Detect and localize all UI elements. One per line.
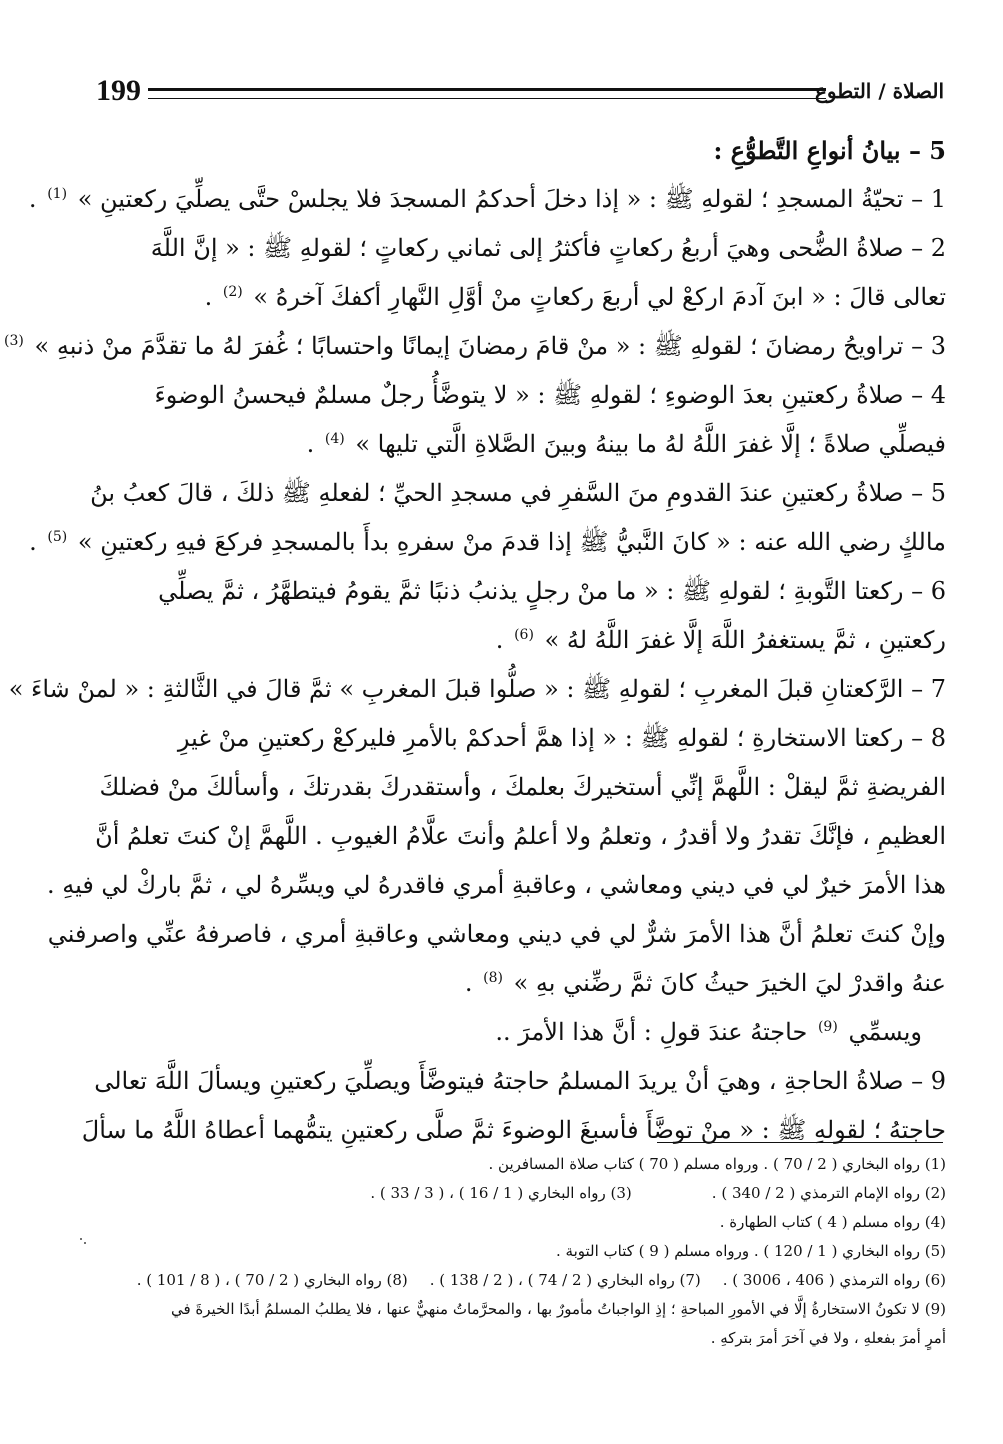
paragraph-tail: حاجتهُ عندَ قولِ : أنَّ هذا الأمرَ .. [495, 1018, 808, 1046]
footnote-mark: (3) [4, 333, 24, 349]
paragraph-line: 7 – الرَّكعتانِ قبلَ المغربِ ؛ لقولهِ ﷺ : « صلُّوا قبلَ المغربِ » ثمَّ قالَ في الثَّالثةِ : « لمنْ شاءَ » [8, 675, 946, 703]
paragraph-tail: . [29, 528, 37, 556]
paragraph-line: 9 – صلاةُ الحاجةِ ، وهيَ أنْ يريدَ المسلمُ حاجتهُ فيتوضَّأَ ويصلِّيَ ركعتينِ ويسألَ اللَّهَ تعالى [94, 1067, 946, 1095]
footnote-row [98, 1179, 946, 1208]
paragraph-2-end [98, 273, 946, 322]
paragraph-line: وإنْ كنتَ تعلمُ أنَّ هذا الأمرَ شرٌّ لي في ديني ومعاشي وعاقبةِ أمري ، فاصرفهُ عنِّي واصرفني [47, 920, 946, 948]
footnote: (3) رواه البخاري ( 1 / 16 ) ، ( 3 / 33 ) . [370, 1184, 632, 1202]
paragraph-tail: . [28, 185, 37, 213]
paragraph-line: حاجتهُ ؛ لقولهِ ﷺ : « منْ توضَّأَ فأسبغَ الوضوءَ ثمَّ صلَّى ركعتينِ يتمُّهما أعطاهُ اللَّهُ ما سألَ [81, 1116, 946, 1144]
footnote: (9) لا تكونُ الاستخارةُ إلَّا في الأمورِ المباحةِ ؛ إذِ الواجباتُ مأمورٌ بها ، والمحرَّماتُ منهيٌّ عنها ، فلا يطلبُ المسلمُ أبدًا الخيرةَ في [170, 1300, 946, 1318]
paragraph-line: 2 – صلاةُ الضُّحى وهيَ أربعُ ركعاتٍ فأكثرُ إلى ثماني ركعاتٍ ؛ لقولهِ ﷺ : « إنَّ اللَّهَ [150, 234, 946, 262]
paragraph-line: 8 – ركعتا الاستخارةِ ؛ لقولهِ ﷺ : « إذا همَّ أحدكمْ بالأمرِ فليركعْ ركعتينِ منْ غيرِ [177, 724, 946, 752]
footnote-continued: أمرٍ أمرَ بفعلهِ ، ولا في آخرَ أمرَ بتركهِ . [710, 1329, 946, 1347]
footnote: (1) رواه البخاري ( 2 / 70 ) . ورواه مسلم ( 70 ) كتاب صلاة المسافرين . [488, 1155, 946, 1173]
footnote-separator [657, 1142, 943, 1143]
footnote-mark: (9) [817, 1019, 838, 1035]
paragraph-line: ويسمِّي [848, 1018, 922, 1046]
paragraph-line: 3 – تراويحُ رمضانَ ؛ لقولهِ ﷺ : « منْ قامَ رمضانَ إيمانًا واحتسابًا ؛ غُفرَ لهُ ما تقدَّمَ منْ ذنبهِ » [34, 332, 946, 360]
paragraph-5-end [29, 518, 946, 567]
paragraph-1 [28, 175, 946, 224]
paragraph-line: تعالى قالَ : « ابنَ آدمَ اركعْ لي أربعَ ركعاتٍ منْ أوَّلِ النَّهارِ أكفكَ آخرهُ » [253, 283, 946, 311]
paragraph-line: الفريضةِ ثمَّ ليقلْ : اللَّهمَّ إنِّي أستخيركَ بعلمكَ ، وأستقدركَ بقدرتكَ ، وأسألكَ منْ فضلكَ [99, 773, 946, 801]
footnote: (7) رواه البخاري ( 2 / 74 ) ، ( 2 / 138 ) . [429, 1271, 701, 1289]
scan-speck [80, 1238, 82, 1240]
paragraph-line: ركعتينِ ، ثمَّ يستغفرُ اللَّهَ إلَّا غفرَ اللَّهُ لهُ » [544, 626, 946, 654]
paragraph-6-end [98, 616, 946, 665]
main-text [4, 126, 946, 1155]
footnote-mark: (5) [47, 529, 68, 545]
paragraph-tail: . [204, 283, 213, 311]
footnote: (5) رواه البخاري ( 1 / 120 ) . ورواه مسلم ( 9 ) كتاب التوبة . [555, 1242, 946, 1260]
footnote: (8) رواه البخاري ( 2 / 70 ) ، ( 8 / 101 ) . [136, 1271, 408, 1289]
footnote-mark: (6) [514, 627, 534, 643]
page-number: 199 [96, 74, 141, 107]
paragraph-line: 1 – تحيّةُ المسجدِ ؛ لقولهِ ﷺ : « إذا دخلَ أحدكمُ المسجدَ فلا يجلسْ حتَّى يصلِّيَ ركعتينِ » [77, 185, 946, 213]
paragraph-line: 6 – ركعتا التَّوبةِ ؛ لقولهِ ﷺ : « ما منْ رجلٍ يذنبُ ذنبًا ثمَّ يقومُ فيتطهَّرُ ، ثمَّ يصلِّي [158, 577, 946, 605]
paragraph-tail: . [495, 626, 504, 654]
running-title: الصلاة / التطوع [815, 79, 944, 103]
paragraph-tail: . [464, 969, 473, 997]
paragraph-line: هذا الأمرَ خيرٌ لي في ديني ومعاشي ، وعاقبةِ أمري فاقدرهُ لي ويسِّرهُ لي ، ثمَّ باركْ لي فيهِ . [46, 871, 946, 899]
paragraph-line: فيصلِّي صلاةً ؛ إلَّا غفرَ اللَّهُ لهُ ما بينهُ وبينَ الصَّلاةِ الَّتي تليها » [355, 430, 946, 458]
paragraph-line: 5 – صلاةُ ركعتينِ عندَ القدومِ منَ السَّفرِ في مسجدِ الحيِّ ؛ لفعلهِ ﷺ ذلكَ ، قالَ كعبُ بنُ [90, 479, 946, 507]
paragraph-line: عنهُ واقدرْ ليَ الخيرَ حيثُ كانَ ثمَّ رضِّني بهِ » [513, 969, 946, 997]
paragraph-3 [4, 322, 946, 371]
footnote: (4) رواه مسلم ( 4 ) كتاب الطهارة . [719, 1213, 946, 1231]
footnote: (2) رواه الإمام الترمذي ( 2 / 340 ) . [711, 1184, 946, 1202]
scan-speck [84, 1242, 86, 1244]
naming-note [98, 1008, 946, 1057]
paragraph-line: العظيمِ ، فإنَّكَ تقدرُ ولا أقدرُ ، وتعلمُ ولا أعلمُ وأنتَ علَّامُ الغيوبِ . اللَّهمَّ إنْ كنتَ تعلمُ أنَّ [95, 822, 946, 850]
footnotes [98, 1150, 946, 1353]
section-heading: 5 – بيانُ أنواعِ التَّطوُّعِ : [713, 136, 946, 165]
paragraph-7 [8, 665, 946, 714]
footnote-row [98, 1266, 946, 1295]
footnote-mark: (2) [222, 284, 243, 300]
paragraph-tail: . [306, 430, 315, 458]
paragraph-line: 4 – صلاةُ ركعتينِ بعدَ الوضوءِ ؛ لقولهِ ﷺ : « لا يتوضَّأُ رجلٌ مسلمٌ فيحسنُ الوضوءَ [154, 381, 946, 409]
paragraph-8-end [98, 959, 946, 1008]
footnote-mark: (8) [483, 970, 503, 986]
footnote: (6) رواه الترمذي ( 406 ، 3006 ) . [722, 1271, 946, 1289]
footnote-mark: (4) [324, 431, 345, 447]
paragraph-line: مالكٍ رضي الله عنه : « كانَ النَّبيُّ ﷺ إذا قدمَ منْ سفرهِ بدأَ بالمسجدِ فركعَ فيهِ ركعتينِ » [77, 528, 946, 556]
header-rule [148, 88, 826, 99]
paragraph-4-end [98, 420, 946, 469]
page-header [96, 74, 944, 110]
footnote-mark: (1) [47, 186, 68, 202]
